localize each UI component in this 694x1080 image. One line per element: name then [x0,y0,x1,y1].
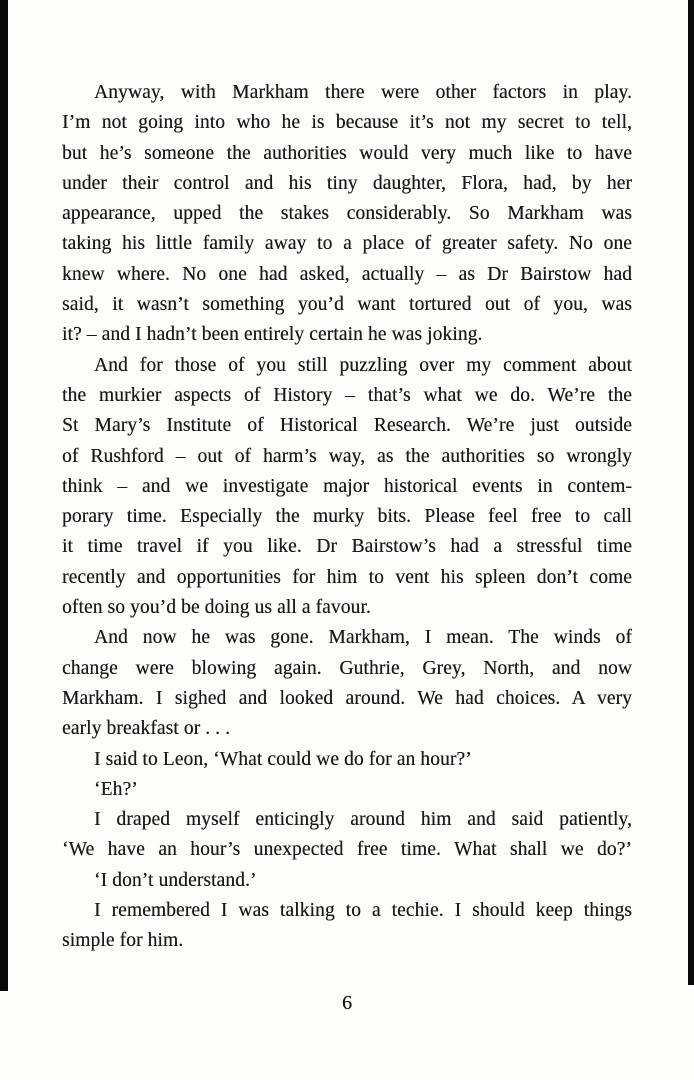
text-line: I draped myself enticingly around him and said patiently, [94,809,632,831]
text-line: porary time. Especially the murky bits. Please feel free to call [62,506,632,528]
text-line: ‘We have an hour’s unexpected free time. What shall we do?’ [62,839,632,861]
page-number: 6 [342,992,352,1014]
page-text-block [62,78,632,957]
text-line: And for those of you still puzzling over my comment about [94,354,632,376]
text-line: under their control and his tiny daughter, Flora, had, by her [62,172,632,194]
text-line: appearance, upped the stakes considerably. So Markham was [62,203,632,225]
text-line: ‘Eh?’ [94,778,138,800]
scan-edge-artifact-right [688,0,694,985]
text-line: think – and we investigate major historical events in contem- [62,475,632,497]
text-line: it? – and I hadn’t been entirely certain he was joking. [62,324,483,346]
text-line: said, it wasn’t something you’d want tortured out of you, was [62,294,632,316]
text-line: St Mary’s Institute of Historical Research. We’re just outside [62,415,632,437]
text-line: change were blowing again. Guthrie, Grey, North, and now [62,657,632,679]
scan-edge-artifact-left [0,0,8,991]
text-line: I’m not going into who he is because it’s not my secret to tell, [62,112,632,134]
text-line: but he’s someone the authorities would very much like to have [62,142,632,164]
text-line: I said to Leon, ‘What could we do for an hour?’ [94,748,472,770]
text-line: simple for him. [62,930,184,952]
text-line: early breakfast or . . . [62,718,231,740]
text-line: it time travel if you like. Dr Bairstow’s had a stressful time [62,536,632,558]
text-line: the murkier aspects of History – that’s what we do. We’re the [62,384,632,406]
text-line: ‘I don’t understand.’ [94,869,257,891]
text-line: And now he was gone. Markham, I mean. The winds of [94,627,632,649]
text-line: Anyway, with Markham there were other factors in play. [94,82,632,103]
text-line: often so you’d be doing us all a favour. [62,597,371,619]
text-line: taking his little family away to a place of greater safety. No one [62,233,632,255]
text-line: of Rushford – out of harm’s way, as the authorities so wrongly [62,445,632,467]
text-line: recently and opportunities for him to vent his spleen don’t come [62,566,632,588]
text-line: Markham. I sighed and looked around. We had choices. A very [62,687,632,709]
text-line: knew where. No one had asked, actually – as Dr Bairstow had [62,263,632,285]
text-line: I remembered I was talking to a techie. I should keep things [94,900,632,922]
